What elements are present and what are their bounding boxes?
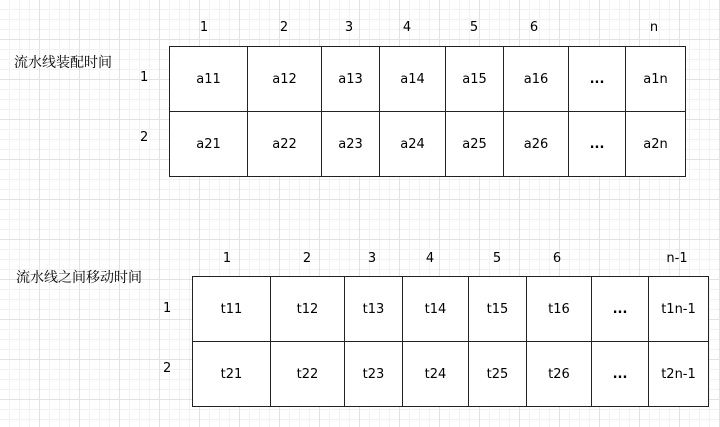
table-cell: a1n	[626, 47, 686, 112]
table-cell: t1n-1	[649, 277, 709, 342]
table-cell: t16	[527, 277, 592, 342]
table-cell-ellipsis: ...	[569, 47, 626, 112]
table-cell-ellipsis: ...	[592, 342, 649, 407]
transfer-column-header: n-1	[666, 251, 688, 266]
assembly-column-header: 3	[344, 20, 354, 35]
assembly-row-1	[170, 47, 686, 112]
transfer-column-header: 1	[222, 251, 232, 266]
table-cell: a14	[380, 47, 446, 112]
table-cell: t12	[271, 277, 345, 342]
transfer-time-title: 流水线之间移动时间	[16, 270, 142, 286]
assembly-column-header: 6	[529, 20, 539, 35]
table-cell: t13	[345, 277, 403, 342]
table-cell: t25	[469, 342, 527, 407]
assembly-time-table	[169, 46, 686, 177]
table-cell: a21	[170, 112, 248, 177]
table-cell-ellipsis: ...	[569, 112, 626, 177]
transfer-row-2	[193, 342, 709, 407]
table-cell-ellipsis: ...	[592, 277, 649, 342]
transfer-column-header: 6	[552, 251, 562, 266]
transfer-column-header: 3	[367, 251, 377, 266]
table-cell: a15	[446, 47, 504, 112]
table-cell: t15	[469, 277, 527, 342]
table-cell: t11	[193, 277, 271, 342]
table-cell: a13	[322, 47, 380, 112]
transfer-column-header: 4	[425, 251, 435, 266]
table-cell: a26	[504, 112, 569, 177]
assembly-column-header: 5	[469, 20, 479, 35]
table-cell: t22	[271, 342, 345, 407]
assembly-column-header: 4	[402, 20, 412, 35]
assembly-column-header: 1	[199, 20, 209, 35]
transfer-column-header: 2	[302, 251, 312, 266]
table-cell: t14	[403, 277, 469, 342]
table-cell: t23	[345, 342, 403, 407]
table-cell: t26	[527, 342, 592, 407]
table-cell: a11	[170, 47, 248, 112]
transfer-row-label: 1	[163, 301, 172, 316]
assembly-row-label: 2	[140, 130, 149, 145]
assembly-time-title: 流水线装配时间	[14, 55, 112, 71]
table-cell: t2n-1	[649, 342, 709, 407]
table-cell: a25	[446, 112, 504, 177]
table-cell: a16	[504, 47, 569, 112]
transfer-row-label: 2	[163, 361, 172, 376]
transfer-row-1	[193, 277, 709, 342]
table-cell: a22	[248, 112, 322, 177]
table-cell: a23	[322, 112, 380, 177]
table-cell: a2n	[626, 112, 686, 177]
assembly-column-header: 2	[279, 20, 289, 35]
table-cell: a24	[380, 112, 446, 177]
transfer-time-table	[192, 276, 709, 407]
assembly-row-label: 1	[140, 70, 149, 85]
table-cell: t21	[193, 342, 271, 407]
transfer-column-header: 5	[492, 251, 502, 266]
assembly-column-header: n	[649, 20, 659, 35]
table-cell: a12	[248, 47, 322, 112]
table-cell: t24	[403, 342, 469, 407]
assembly-row-2	[170, 112, 686, 177]
